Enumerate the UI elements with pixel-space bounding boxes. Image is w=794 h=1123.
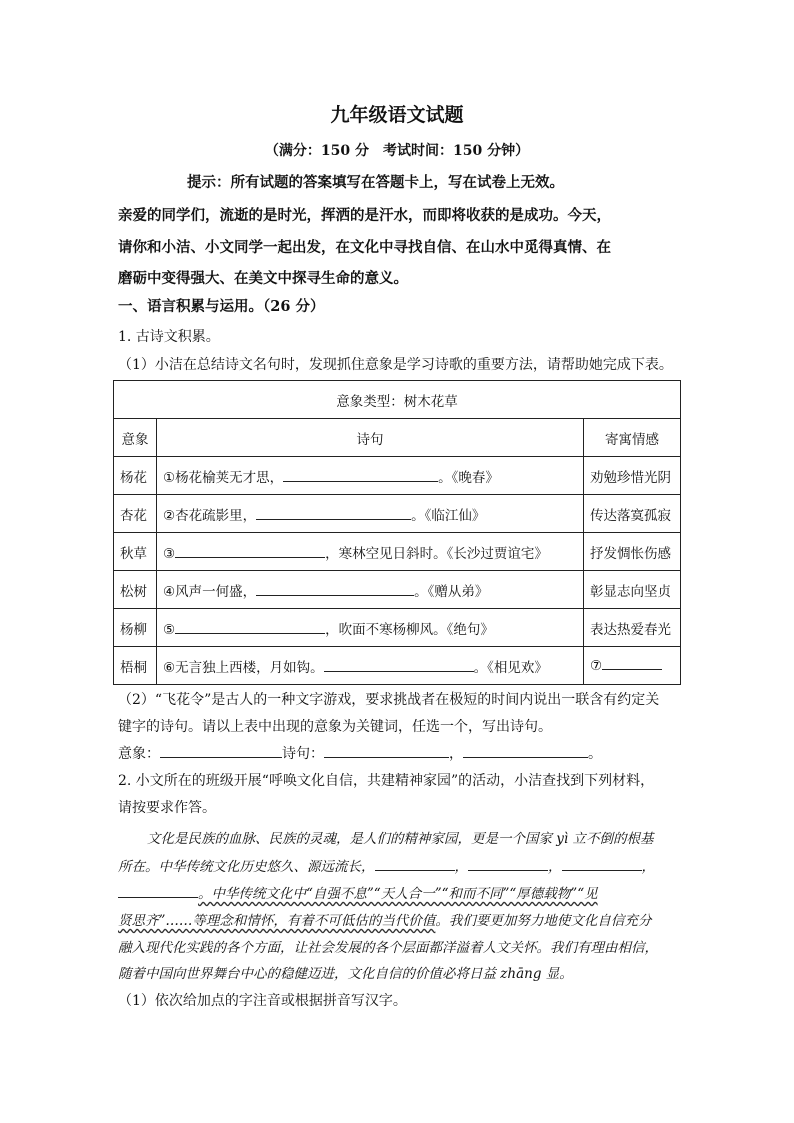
verse-cell: ①杨花榆荚无才思， 。《晚春》 bbox=[157, 457, 584, 495]
table-row bbox=[114, 647, 681, 685]
section-heading: 一、语言积累与运用。（26 分） bbox=[118, 298, 325, 315]
image-cell: 杨柳 bbox=[114, 609, 157, 647]
answer-blank[interactable] bbox=[283, 469, 438, 482]
question-1: 1. 古诗文积累。 bbox=[118, 329, 220, 345]
passage-line-1: 文化是民族的血脉、民族的灵魂，是人们的精神家园，更是一个国家 yì 立不倒的根基 bbox=[147, 831, 654, 847]
answer-blank[interactable] bbox=[324, 659, 474, 672]
image-blank[interactable] bbox=[160, 745, 282, 758]
passage-blank[interactable] bbox=[562, 858, 642, 871]
passage-blank[interactable] bbox=[375, 858, 455, 871]
table-row bbox=[114, 457, 681, 495]
passage-line-5: 融入现代化实践的各个方面，让社会发展的各个层面都洋溢着人文关怀。我们有理由相信， bbox=[118, 940, 658, 956]
passage-line-3: 。中华传统文化中“自强不息”“天人合一”“和而不同”“厚德载物”“见 bbox=[118, 882, 598, 902]
answer-blank[interactable] bbox=[175, 545, 325, 558]
table-row bbox=[114, 571, 681, 609]
passage-line-2: 所在。中华传统文化历史悠久、源远流长， ， ， ， bbox=[118, 859, 655, 875]
image-cell: 秋草 bbox=[114, 533, 157, 571]
question-2-1: （1）依次给加点的字注音或根据拼音写汉字。 bbox=[118, 993, 407, 1009]
emotion-cell: ⑦ bbox=[584, 647, 681, 685]
passage-blank[interactable] bbox=[468, 858, 548, 871]
image-cell: 杏花 bbox=[114, 495, 157, 533]
image-cell: 松树 bbox=[114, 571, 157, 609]
verse-blank-2[interactable] bbox=[463, 745, 588, 758]
header-image: 意象 bbox=[114, 419, 157, 457]
page-title: 九年级语文试题 bbox=[330, 104, 464, 126]
answer-blank[interactable] bbox=[256, 507, 411, 520]
table-row bbox=[114, 609, 681, 647]
emotion-cell: 传达落寞孤寂 bbox=[584, 495, 681, 533]
answer-blank[interactable] bbox=[602, 657, 662, 670]
intro-line-2: 请你和小洁、小文同学一起出发，在文化中寻找自信、在山水中觅得真情、在 bbox=[118, 239, 611, 256]
verse-label: 诗句： bbox=[282, 746, 324, 762]
header-verse: 诗句 bbox=[157, 419, 584, 457]
verse-cell: ⑥无言独上西楼，月如钩。 。《相见欢》 bbox=[157, 647, 584, 685]
verse-blank-1[interactable] bbox=[324, 745, 449, 758]
emotion-cell: 表达热爱春光 bbox=[584, 609, 681, 647]
image-cell: 梧桐 bbox=[114, 647, 157, 685]
question-1-2-line-1: （2）“飞花令”是古人的一种文字游戏，要求挑战者在极短的时间内说出一联含有约定关 bbox=[118, 692, 660, 708]
verse-cell: ③ ，寒林空见日斜时。《长沙过贾谊宅》 bbox=[157, 533, 584, 571]
answer-blank[interactable] bbox=[256, 583, 414, 596]
emotion-cell: 彰显志向坚贞 bbox=[584, 571, 681, 609]
question-2-line-2: 请按要求作答。 bbox=[118, 800, 216, 816]
verse-cell: ②杏花疏影里， 。《临江仙》 bbox=[157, 495, 584, 533]
question-2-line-1: 2. 小文所在的班级开展“呼唤文化自信，共建精神家园”的活动，小洁查找到下列材料， bbox=[118, 773, 655, 789]
table-caption: 意象类型：树木花草 bbox=[114, 381, 681, 419]
passage-blank[interactable] bbox=[118, 885, 198, 898]
header-emotion: 寄寓情感 bbox=[584, 419, 681, 457]
passage-line-6: 随着中国向世界舞台中心的稳健迈进，文化自信的价值必将日益 zhāng 显。 bbox=[118, 966, 573, 982]
image-cell: 杨花 bbox=[114, 457, 157, 495]
intro-line-3: 磨砺中变得强大、在美文中探寻生命的意义。 bbox=[118, 270, 408, 287]
question-1-2-line-2: 键字的诗句。请以上表中出现的意象为关键词，任选一个，写出诗句。 bbox=[118, 719, 552, 735]
question-1-1: （1）小洁在总结诗文名句时，发现抓住意象是学习诗歌的重要方法，请帮助她完成下表。 bbox=[118, 357, 673, 373]
verse-cell: ④风声一何盛， 。《赠从弟》 bbox=[157, 571, 584, 609]
table-row bbox=[114, 533, 681, 571]
imagery-table bbox=[113, 380, 681, 685]
image-label: 意象： bbox=[118, 746, 160, 762]
table-row bbox=[114, 495, 681, 533]
fill-line: 意象： 诗句： ， 。 bbox=[118, 746, 602, 762]
verse-cell: ⑤ ，吹面不寒杨柳风。《绝句》 bbox=[157, 609, 584, 647]
passage-line-4: 贤思齐”……等理念和情怀，有着不可低估的当代价值。我们要更加努力地使文化自信充分 bbox=[118, 913, 652, 929]
emotion-cell: 劝勉珍惜光阴 bbox=[584, 457, 681, 495]
intro-line-1: 亲爱的同学们，流逝的是时光，挥洒的是汗水，而即将收获的是成功。今天， bbox=[118, 207, 611, 224]
answer-blank[interactable] bbox=[175, 621, 325, 634]
notice: 提示：所有试题的答案填写在答题卡上，写在试卷上无效。 bbox=[187, 174, 564, 191]
exam-meta: （满分：150 分 考试时间：150 分钟） bbox=[264, 143, 530, 159]
emotion-cell: 抒发惆怅伤感 bbox=[584, 533, 681, 571]
